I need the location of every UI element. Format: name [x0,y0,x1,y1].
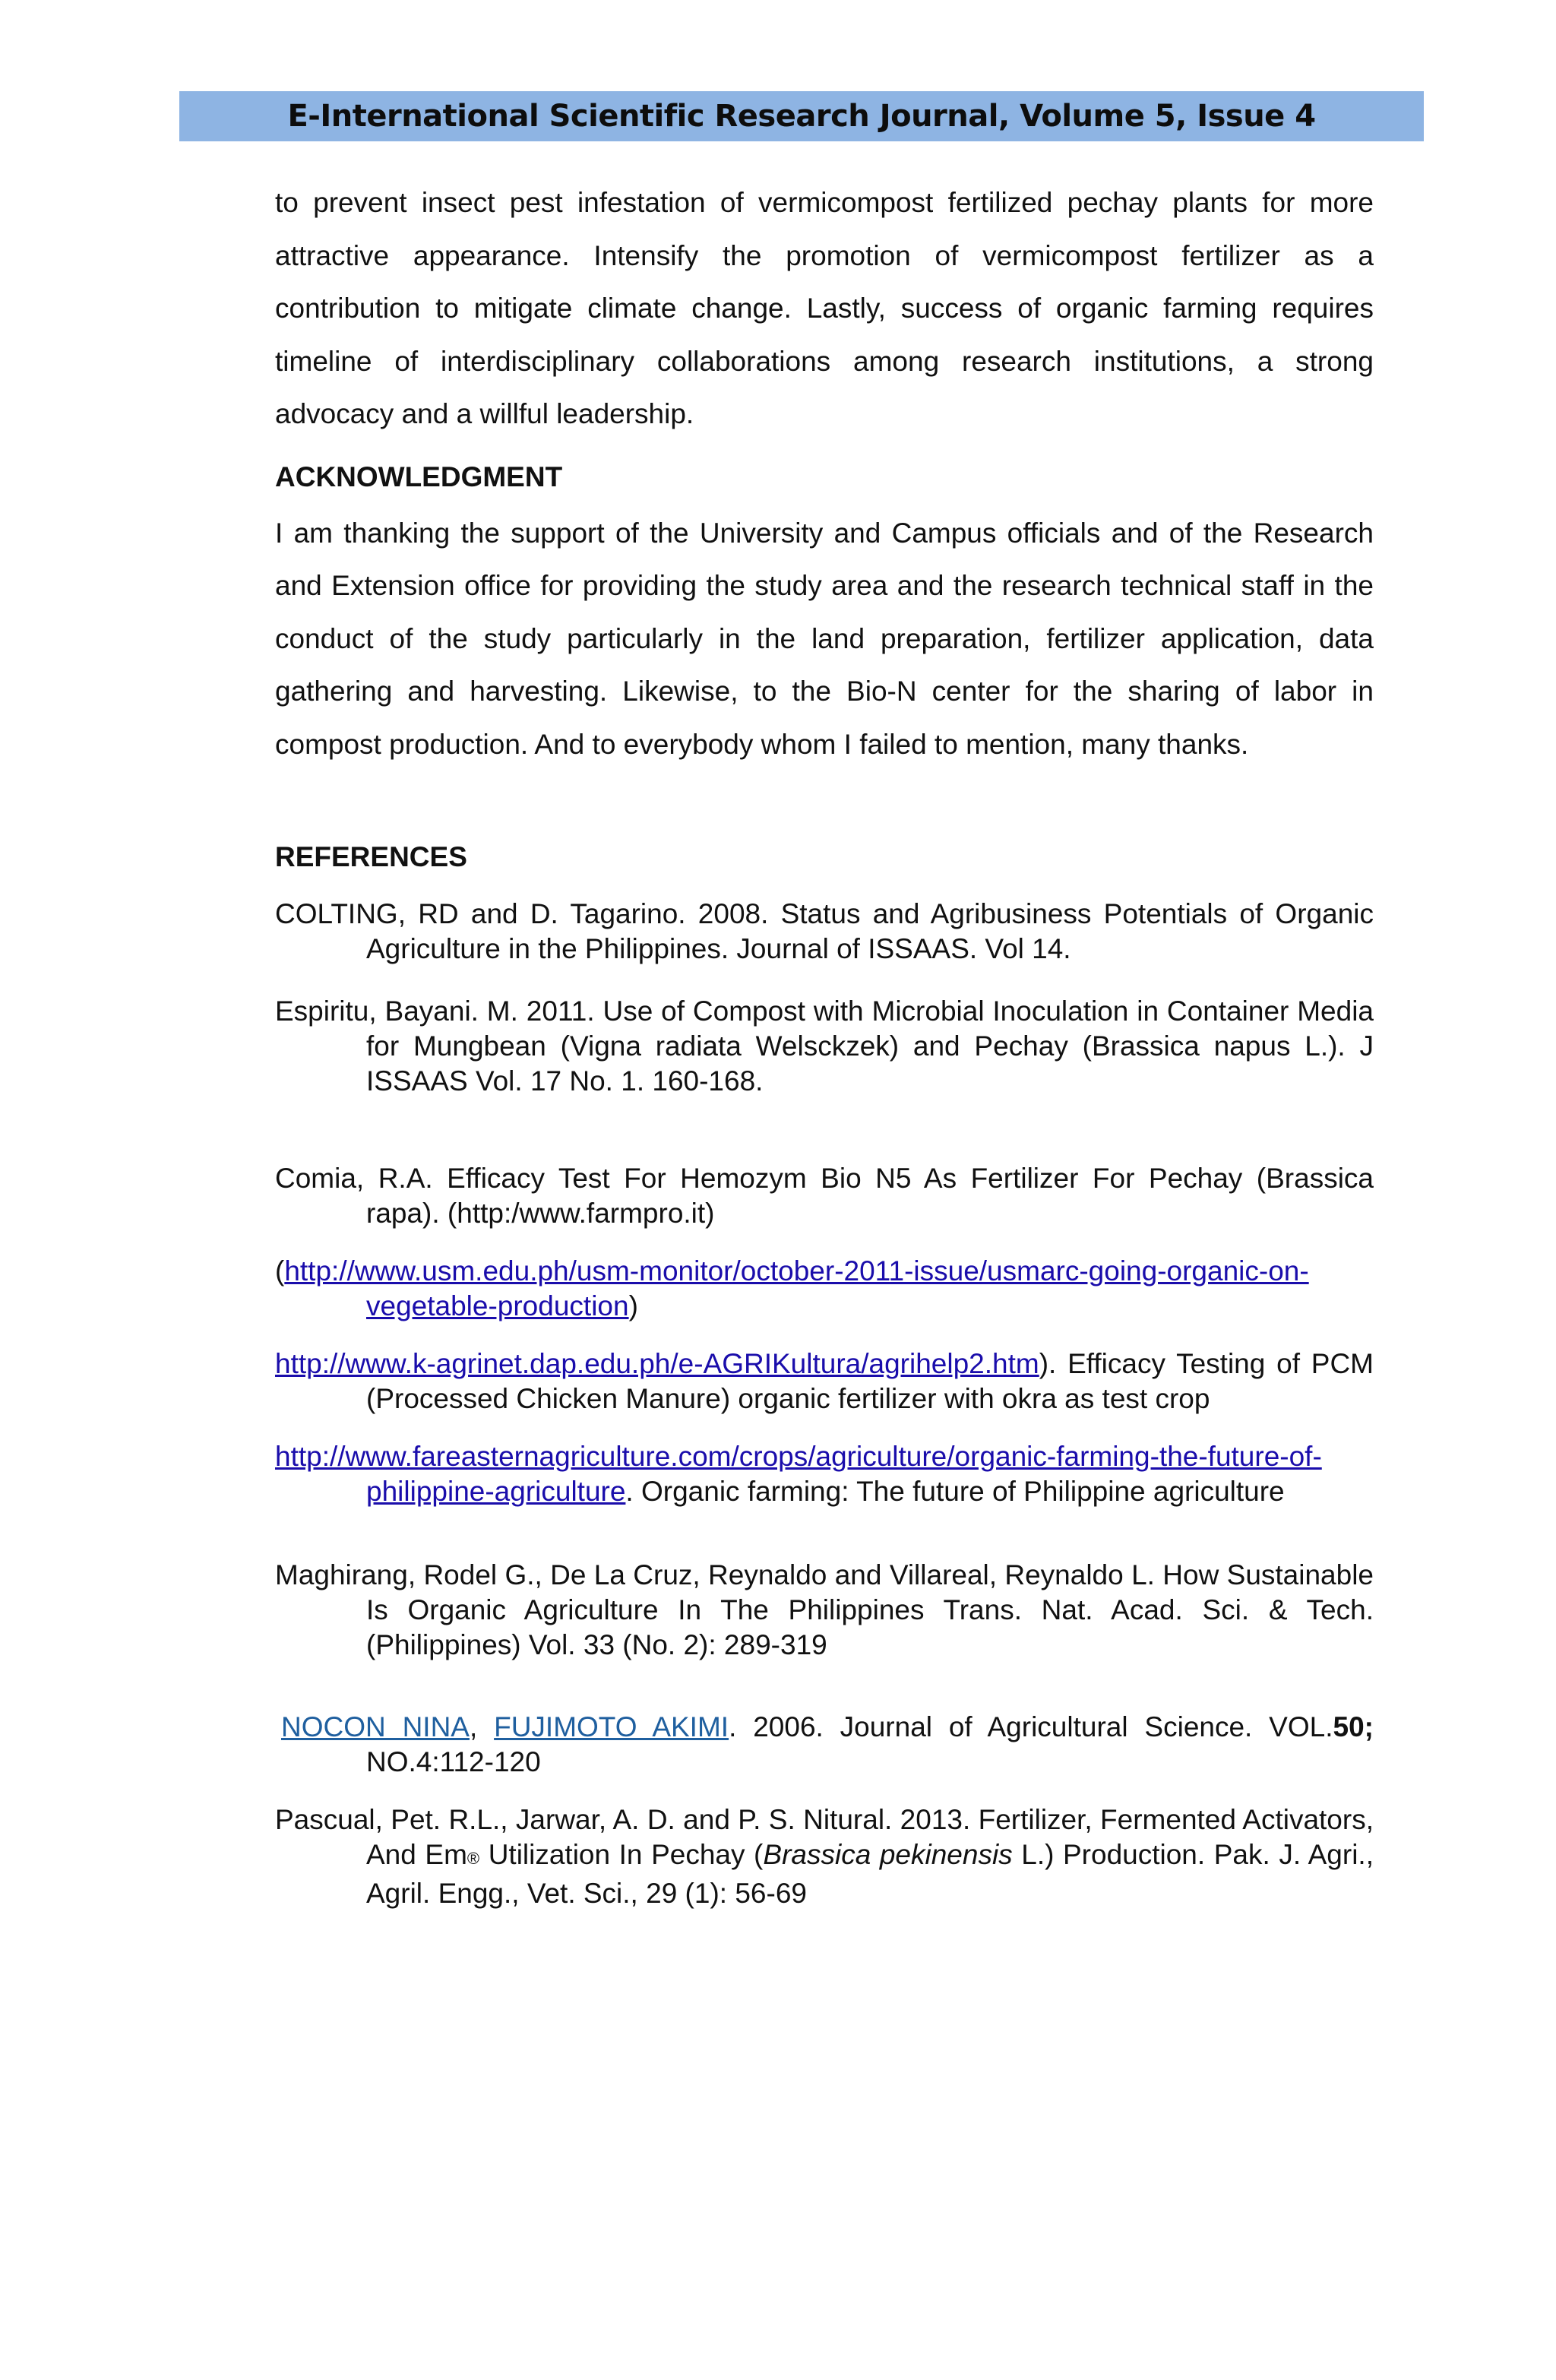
author-link-fujimoto[interactable]: FUJIMOTO AKIMI [494,1711,729,1742]
acknowledgment-text: I am thanking the support of the University and Campus officials and of the Research and Extension office for providing the study area and the research technical staff in the conduct of the study particularly in the land preparation, fertilizer application, data gathering and harvesting. Likewise, to the Bio-N center for the sharing of labor in compost production. And to everybody whom I failed to mention, many thanks. [275,517,1374,760]
author-link-nocon[interactable]: NOCON NINA [281,1711,470,1742]
reference-text: ). Efficacy Testing of PCM (Processed Chicken Manure) organic fertilizer with okra as test crop [366,1348,1374,1414]
reference-item [275,1347,1374,1416]
reference-close-paren: ) [628,1290,638,1321]
reference-link[interactable]: http://www.fareasternagriculture.com/crops/agriculture/organic-farming-the-future-of-philippine-agriculture [275,1441,1322,1507]
acknowledgment-heading: ACKNOWLEDGMENT [275,460,563,492]
page-content [275,176,1374,1911]
reference-text: Pascual, Pet. R.L., Jarwar, A. D. and P. S. Nitural. 2013. Fertilizer, Fermented Activators, And Em [275,1804,1374,1870]
reference-link[interactable]: http://www.usm.edu.ph/usm-monitor/october-2011-issue/usmarc-going-organic-on-vegetable-production [284,1255,1309,1321]
reference-text: Utilization In Pechay ( [479,1839,764,1870]
journal-header-bar [179,91,1424,141]
reference-item [275,1254,1374,1324]
reference-item: COLTING, RD and D. Tagarino. 2008. Status and Agribusiness Potentials of Organic Agriculture in the Philippines. Journal of ISSAAS. Vol 14. [275,898,1374,964]
species-name: Brassica pekinensis [763,1839,1013,1870]
reference-item [275,1802,1374,1911]
intro-paragraph: to prevent insect pest infestation of vermicompost fertilized pechay plants for more attractive appearance. Intensify the promotion of vermicompost fertilizer as a contribution to mitigate climate change. Lastly, success of organic farming requires timeline of interdisciplinary collaborations among research institutions, a strong advocacy and a willful leadership. [275,187,1374,429]
reference-link[interactable]: http://www.k-agrinet.dap.edu.ph/e-AGRIKultura/agrihelp2.htm [275,1348,1039,1379]
reference-item: Espiritu, Bayani. M. 2011. Use of Compost with Microbial Inoculation in Container Media for Mungbean (Vigna radiata Welsckzek) and Pechay (Brassica napus L.). J ISSAAS Vol. 17 No. 1. 160-168. [275,995,1374,1097]
reference-open-paren: ( [275,1255,285,1287]
reference-text: . Organic farming: The future of Philippine agriculture [625,1476,1285,1507]
reference-item [275,1439,1374,1509]
reference-text: L.) Production. Pak. J. Agri., Agril. Engg., Vet. Sci., 29 (1): 56-69 [366,1839,1374,1909]
volume-number: 50; [1333,1711,1374,1742]
reference-item [275,1710,1374,1780]
reference-text: NO.4:112-120 [366,1746,541,1777]
author-separator: , [469,1711,495,1742]
references-heading: REFERENCES [275,841,467,872]
reference-item: Comia, R.A. Efficacy Test For Hemozym Bio N5 As Fertilizer For Pechay (Brassica rapa). (http:/www.farmpro.it) [275,1163,1374,1229]
reference-text: . 2006. Journal of Agricultural Science. VOL. [729,1711,1333,1742]
reference-item: Maghirang, Rodel G., De La Cruz, Reynaldo and Villareal, Reynaldo L. How Sustainable Is Organic Agriculture In The Philippines Trans. Nat. Acad. Sci. & Tech. (Philippines) Vol. 33 (No. 2): 289-319 [275,1559,1374,1660]
journal-title: E-International Scientific Research Journal, Volume 5, Issue 4 [287,99,1316,134]
registered-mark: ® [466,1849,480,1868]
